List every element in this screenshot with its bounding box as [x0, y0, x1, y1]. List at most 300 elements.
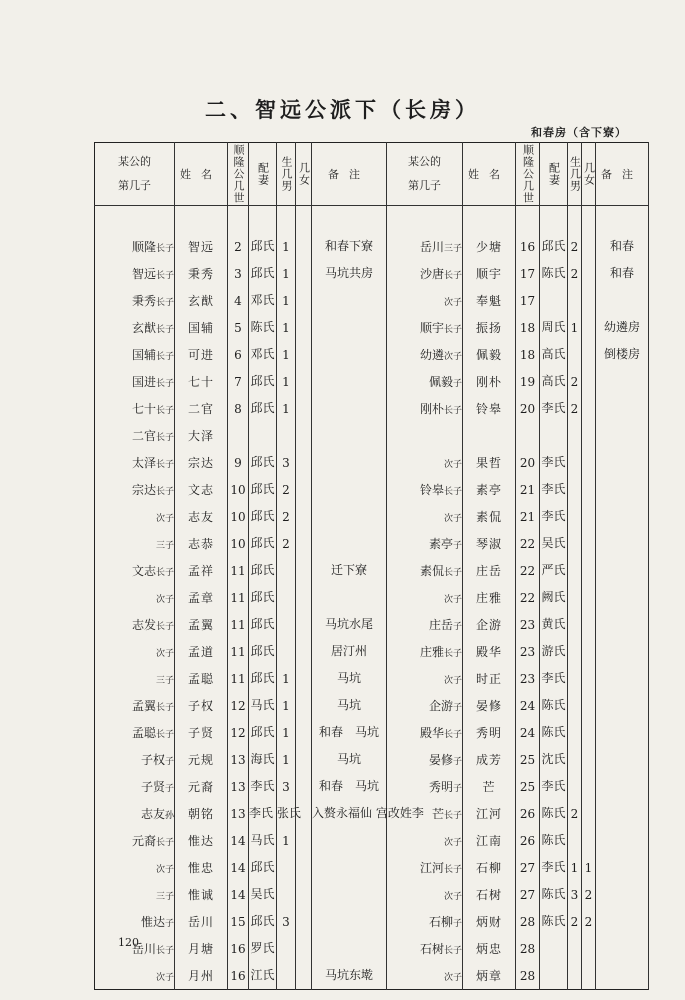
table-row — [95, 557, 649, 584]
left-wife-cell: 邱氏 — [249, 233, 277, 260]
right-name-cell: 铃皋 — [463, 395, 516, 422]
right-sons-cell — [568, 935, 582, 962]
header-father-left: 某公的 第几子 — [95, 143, 175, 206]
father-name: 顺隆 — [131, 240, 156, 254]
son-order: 长子 — [443, 325, 462, 335]
father-name: 岳川 — [131, 942, 156, 956]
left-daughters-cell — [296, 746, 312, 773]
left-sons-cell — [277, 881, 296, 908]
left-name-cell: 元裔 — [175, 773, 228, 800]
left-note-cell: 和春 马坑 — [312, 719, 387, 746]
left-note-cell — [312, 584, 387, 611]
right-wife-cell: 李氏 — [540, 665, 568, 692]
right-father-cell — [387, 287, 463, 314]
right-note-cell — [596, 557, 649, 584]
left-note-cell: 马坑水尾 — [312, 611, 387, 638]
father-name: 沙唐 — [419, 267, 444, 281]
right-note-cell — [596, 692, 649, 719]
right-note-cell — [596, 746, 649, 773]
son-order: 三子 — [155, 540, 174, 551]
right-sons-cell — [568, 665, 582, 692]
son-order: 次子 — [155, 864, 174, 875]
left-wife-cell: 李氏 张氏 — [249, 800, 277, 827]
left-father-cell — [95, 854, 175, 881]
header-generation-right: 顺隆公几世 — [516, 143, 540, 206]
left-sons-cell: 2 — [277, 503, 296, 530]
son-order: 子 — [452, 919, 462, 929]
right-name-cell: 果哲 — [463, 449, 516, 476]
left-sons-cell: 1 — [277, 260, 296, 287]
right-note-cell: 幼遴房 — [596, 314, 649, 341]
right-gen-cell: 28 — [516, 935, 540, 962]
right-father-cell — [387, 854, 463, 881]
son-order: 长子 — [443, 649, 462, 659]
table-body — [95, 206, 649, 990]
son-order: 次子 — [155, 594, 174, 605]
right-father-cell — [387, 503, 463, 530]
left-daughters-cell — [296, 260, 312, 287]
left-daughters-cell — [296, 584, 312, 611]
son-order: 次子 — [443, 972, 462, 983]
header-sons-left: 生几男 — [277, 143, 296, 206]
son-order: 长子 — [443, 811, 462, 821]
table-row — [95, 935, 649, 962]
right-name-cell: 振扬 — [463, 314, 516, 341]
left-sons-cell: 1 — [277, 719, 296, 746]
left-wife-cell: 陈氏 — [249, 314, 277, 341]
left-note-cell: 居汀州 — [312, 638, 387, 665]
left-sons-cell — [277, 584, 296, 611]
left-daughters-cell — [296, 854, 312, 881]
header-sons-right: 生几男 — [568, 143, 582, 206]
table-row — [95, 530, 649, 557]
right-wife-cell: 高氏 — [540, 341, 568, 368]
table-row — [95, 746, 649, 773]
left-father-cell — [95, 962, 175, 990]
right-father-cell — [387, 422, 463, 449]
right-father-cell — [387, 935, 463, 962]
father-name: 幼遴 — [419, 348, 444, 362]
father-name: 秀明 — [428, 780, 453, 794]
right-wife-cell: 李氏 — [540, 476, 568, 503]
right-name-cell: 素侃 — [463, 503, 516, 530]
son-order: 次子 — [443, 513, 462, 524]
right-wife-cell: 李氏 — [540, 449, 568, 476]
right-sons-cell — [568, 638, 582, 665]
left-wife-cell: 邱氏 — [249, 260, 277, 287]
right-wife-cell: 周氏 — [540, 314, 568, 341]
right-gen-cell: 24 — [516, 719, 540, 746]
left-father-cell — [95, 746, 175, 773]
left-name-cell: 玄猷 — [175, 287, 228, 314]
left-father-cell — [95, 341, 175, 368]
left-name-cell: 二官 — [175, 395, 228, 422]
right-gen-cell: 27 — [516, 854, 540, 881]
father-name: 孟翼 — [131, 699, 156, 713]
right-sons-cell: 2 — [568, 908, 582, 935]
right-father-cell — [387, 314, 463, 341]
father-name: 佩毅 — [428, 375, 453, 389]
right-sons-cell — [568, 287, 582, 314]
right-name-cell: 石柳 — [463, 854, 516, 881]
left-father-cell — [95, 557, 175, 584]
left-father-cell — [95, 314, 175, 341]
header-father-right: 某公的 第几子 — [387, 143, 463, 206]
right-wife-cell: 严氏 — [540, 557, 568, 584]
right-wife-cell — [540, 422, 568, 449]
header-daughters-left: 几女 — [296, 143, 312, 206]
right-father-cell — [387, 341, 463, 368]
right-name-cell: 江河 — [463, 800, 516, 827]
table-row — [95, 908, 649, 935]
right-daughters-cell — [582, 233, 596, 260]
left-gen-cell: 2 — [228, 233, 249, 260]
left-note-cell — [312, 422, 387, 449]
left-father-cell — [95, 449, 175, 476]
left-wife-cell: 罗氏 — [249, 935, 277, 962]
left-father-cell — [95, 233, 175, 260]
left-father-cell — [95, 665, 175, 692]
left-sons-cell: 3 — [277, 773, 296, 800]
left-sons-cell: 1 — [277, 233, 296, 260]
left-name-cell: 智远 — [175, 233, 228, 260]
right-father-cell — [387, 395, 463, 422]
table-row — [95, 233, 649, 260]
left-father-cell — [95, 611, 175, 638]
right-gen-cell: 27 — [516, 881, 540, 908]
left-name-cell: 惟达 — [175, 827, 228, 854]
right-father-cell — [387, 530, 463, 557]
right-daughters-cell — [582, 314, 596, 341]
left-sons-cell — [277, 962, 296, 990]
right-daughters-cell — [582, 530, 596, 557]
right-daughters-cell — [582, 719, 596, 746]
left-sons-cell: 1 — [277, 665, 296, 692]
left-name-cell: 惟诚 — [175, 881, 228, 908]
right-name-cell: 企游 — [463, 611, 516, 638]
right-daughters-cell — [582, 449, 596, 476]
left-sons-cell — [277, 557, 296, 584]
son-order: 长子 — [155, 568, 174, 578]
son-order: 长子 — [155, 622, 174, 632]
left-wife-cell: 邱氏 — [249, 368, 277, 395]
right-sons-cell — [568, 827, 582, 854]
left-note-cell: 和春下寮 — [312, 233, 387, 260]
right-note-cell — [596, 773, 649, 800]
right-sons-cell: 2 — [568, 368, 582, 395]
table-row — [95, 638, 649, 665]
son-order: 长子 — [155, 406, 174, 416]
left-daughters-cell — [296, 719, 312, 746]
right-daughters-cell — [582, 422, 596, 449]
page-number: 120 — [118, 936, 139, 949]
table-row — [95, 719, 649, 746]
father-name: 子贤 — [140, 780, 165, 794]
left-note-cell — [312, 881, 387, 908]
left-name-cell: 孟章 — [175, 584, 228, 611]
left-daughters-cell — [296, 773, 312, 800]
right-father-cell — [387, 449, 463, 476]
right-wife-cell: 陈氏 — [540, 719, 568, 746]
right-father-cell — [387, 584, 463, 611]
right-note-cell — [596, 287, 649, 314]
table-row — [95, 449, 649, 476]
left-sons-cell: 1 — [277, 827, 296, 854]
right-note-cell — [596, 584, 649, 611]
table-row — [95, 962, 649, 990]
left-note-cell — [312, 503, 387, 530]
left-note-cell: 入赘永福仙 宫改姓李 — [312, 800, 387, 827]
right-name-cell: 佩毅 — [463, 341, 516, 368]
right-sons-cell — [568, 962, 582, 990]
left-gen-cell: 16 — [228, 935, 249, 962]
left-name-cell: 国辅 — [175, 314, 228, 341]
left-name-cell: 孟道 — [175, 638, 228, 665]
son-order: 次子 — [443, 594, 462, 605]
left-note-cell: 马坑 — [312, 665, 387, 692]
right-name-cell: 芒 — [463, 773, 516, 800]
right-name-cell: 秀明 — [463, 719, 516, 746]
son-order: 长子 — [155, 946, 174, 956]
left-wife-cell: 马氏 — [249, 692, 277, 719]
header-note-right: 备注 — [596, 143, 649, 206]
left-gen-cell: 11 — [228, 557, 249, 584]
left-name-cell: 月塘 — [175, 935, 228, 962]
left-wife-cell: 吴氏 — [249, 881, 277, 908]
right-sons-cell: 1 — [568, 854, 582, 881]
son-order: 子 — [452, 703, 462, 713]
right-daughters-cell — [582, 827, 596, 854]
right-daughters-cell — [582, 962, 596, 990]
son-order: 次子 — [155, 648, 174, 659]
left-gen-cell: 13 — [228, 746, 249, 773]
left-note-cell: 马坑 — [312, 746, 387, 773]
right-gen-cell: 22 — [516, 557, 540, 584]
right-gen-cell: 23 — [516, 611, 540, 638]
right-wife-cell — [540, 962, 568, 990]
left-daughters-cell — [296, 962, 312, 990]
left-name-cell: 孟祥 — [175, 557, 228, 584]
left-sons-cell — [277, 611, 296, 638]
right-note-cell — [596, 827, 649, 854]
table-row — [95, 800, 649, 827]
right-note-cell — [596, 854, 649, 881]
table-row — [95, 368, 649, 395]
left-gen-cell: 15 — [228, 908, 249, 935]
right-note-cell — [596, 881, 649, 908]
left-sons-cell: 1 — [277, 692, 296, 719]
right-daughters-cell — [582, 260, 596, 287]
header-name-right: 姓名 — [463, 143, 516, 206]
left-name-cell: 七十 — [175, 368, 228, 395]
left-name-cell: 志恭 — [175, 530, 228, 557]
left-sons-cell: 2 — [277, 530, 296, 557]
left-wife-cell: 邱氏 — [249, 449, 277, 476]
right-father-cell — [387, 881, 463, 908]
left-sons-cell — [277, 854, 296, 881]
right-daughters-cell — [582, 638, 596, 665]
right-daughters-cell — [582, 746, 596, 773]
father-name: 文志 — [131, 564, 156, 578]
father-name: 秉秀 — [131, 294, 156, 308]
son-order: 次子 — [443, 297, 462, 308]
right-wife-cell: 吴氏 — [540, 530, 568, 557]
right-daughters-cell — [582, 395, 596, 422]
right-gen-cell: 20 — [516, 449, 540, 476]
left-daughters-cell — [296, 314, 312, 341]
right-father-cell — [387, 260, 463, 287]
son-order: 长子 — [155, 838, 174, 848]
left-daughters-cell — [296, 692, 312, 719]
header-name-left: 姓名 — [175, 143, 228, 206]
right-sons-cell — [568, 449, 582, 476]
right-daughters-cell — [582, 665, 596, 692]
son-order: 子 — [452, 379, 462, 389]
son-order: 孙 — [164, 811, 174, 821]
left-father-cell — [95, 476, 175, 503]
right-father-cell — [387, 773, 463, 800]
right-sons-cell — [568, 341, 582, 368]
left-name-cell: 月州 — [175, 962, 228, 990]
left-gen-cell: 10 — [228, 476, 249, 503]
left-wife-cell: 邱氏 — [249, 638, 277, 665]
left-father-cell — [95, 395, 175, 422]
father-name: 国辅 — [131, 348, 156, 362]
left-wife-cell: 邓氏 — [249, 341, 277, 368]
left-gen-cell: 11 — [228, 611, 249, 638]
table-row — [95, 881, 649, 908]
right-note-cell — [596, 800, 649, 827]
left-daughters-cell — [296, 449, 312, 476]
left-name-cell: 宗达 — [175, 449, 228, 476]
left-name-cell: 大泽 — [175, 422, 228, 449]
header-note-left: 备注 — [312, 143, 387, 206]
left-daughters-cell — [296, 476, 312, 503]
son-order: 子 — [452, 784, 462, 794]
left-sons-cell: 1 — [277, 314, 296, 341]
right-name-cell: 素亭 — [463, 476, 516, 503]
spacer-row — [95, 206, 649, 234]
right-sons-cell — [568, 584, 582, 611]
right-daughters-cell — [582, 800, 596, 827]
left-father-cell — [95, 422, 175, 449]
right-wife-cell: 陈氏 — [540, 827, 568, 854]
left-father-cell — [95, 908, 175, 935]
son-order: 三子 — [155, 675, 174, 686]
left-wife-cell: 邱氏 — [249, 665, 277, 692]
table-row — [95, 341, 649, 368]
left-gen-cell: 14 — [228, 854, 249, 881]
right-gen-cell: 17 — [516, 260, 540, 287]
header-generation-left: 顺隆公几世 — [228, 143, 249, 206]
left-father-cell — [95, 260, 175, 287]
right-gen-cell: 20 — [516, 395, 540, 422]
right-name-cell: 成芳 — [463, 746, 516, 773]
son-order: 长子 — [155, 325, 174, 335]
left-father-cell — [95, 530, 175, 557]
left-father-cell — [95, 503, 175, 530]
right-wife-cell: 黄氏 — [540, 611, 568, 638]
left-daughters-cell — [296, 368, 312, 395]
right-wife-cell: 陈氏 — [540, 908, 568, 935]
right-gen-cell: 19 — [516, 368, 540, 395]
right-name-cell: 殿华 — [463, 638, 516, 665]
left-sons-cell: 1 — [277, 368, 296, 395]
father-name: 志友 — [140, 807, 165, 821]
left-sons-cell: 3 — [277, 449, 296, 476]
right-gen-cell: 26 — [516, 827, 540, 854]
left-daughters-cell — [296, 287, 312, 314]
left-note-cell: 马坑东墘 — [312, 962, 387, 990]
father-name: 二官 — [131, 429, 156, 443]
left-daughters-cell — [296, 503, 312, 530]
left-note-cell: 迁下寮 — [312, 557, 387, 584]
right-sons-cell: 1 — [568, 314, 582, 341]
right-sons-cell — [568, 476, 582, 503]
son-order: 次子 — [443, 459, 462, 470]
left-daughters-cell — [296, 935, 312, 962]
left-sons-cell — [277, 638, 296, 665]
father-name: 智远 — [131, 267, 156, 281]
right-note-cell — [596, 719, 649, 746]
father-name: 岳川 — [419, 240, 444, 254]
right-sons-cell: 2 — [568, 233, 582, 260]
right-wife-cell: 阙氏 — [540, 584, 568, 611]
table-row — [95, 503, 649, 530]
son-order: 次子 — [443, 352, 462, 362]
right-wife-cell: 陈氏 — [540, 260, 568, 287]
right-sons-cell: 2 — [568, 260, 582, 287]
right-name-cell: 庄雅 — [463, 584, 516, 611]
right-gen-cell: 21 — [516, 503, 540, 530]
table-row — [95, 422, 649, 449]
father-name: 七十 — [131, 402, 156, 416]
table-header-row — [95, 143, 649, 206]
right-wife-cell: 李氏 — [540, 395, 568, 422]
father-name: 惟达 — [140, 915, 165, 929]
right-note-cell — [596, 395, 649, 422]
left-wife-cell: 邱氏 — [249, 395, 277, 422]
right-wife-cell: 李氏 — [540, 773, 568, 800]
left-name-cell: 岳川 — [175, 908, 228, 935]
right-sons-cell — [568, 530, 582, 557]
table-row — [95, 476, 649, 503]
right-sons-cell — [568, 611, 582, 638]
left-name-cell: 惟忠 — [175, 854, 228, 881]
left-gen-cell: 14 — [228, 881, 249, 908]
left-daughters-cell — [296, 530, 312, 557]
son-order: 长子 — [155, 703, 174, 713]
left-wife-cell: 邱氏 — [249, 584, 277, 611]
right-daughters-cell — [582, 611, 596, 638]
right-gen-cell: 26 — [516, 800, 540, 827]
left-wife-cell: 邱氏 — [249, 557, 277, 584]
left-note-cell — [312, 449, 387, 476]
header-wife-right: 配妻 — [540, 143, 568, 206]
left-note-cell — [312, 341, 387, 368]
right-name-cell: 奉魁 — [463, 287, 516, 314]
left-sons-cell: 3 — [277, 908, 296, 935]
left-note-cell — [312, 368, 387, 395]
left-name-cell: 可进 — [175, 341, 228, 368]
left-note-cell — [312, 827, 387, 854]
right-note-cell — [596, 530, 649, 557]
table-row — [95, 611, 649, 638]
right-father-cell — [387, 557, 463, 584]
table-row — [95, 827, 649, 854]
father-name: 顺宇 — [419, 321, 444, 335]
right-father-cell — [387, 476, 463, 503]
